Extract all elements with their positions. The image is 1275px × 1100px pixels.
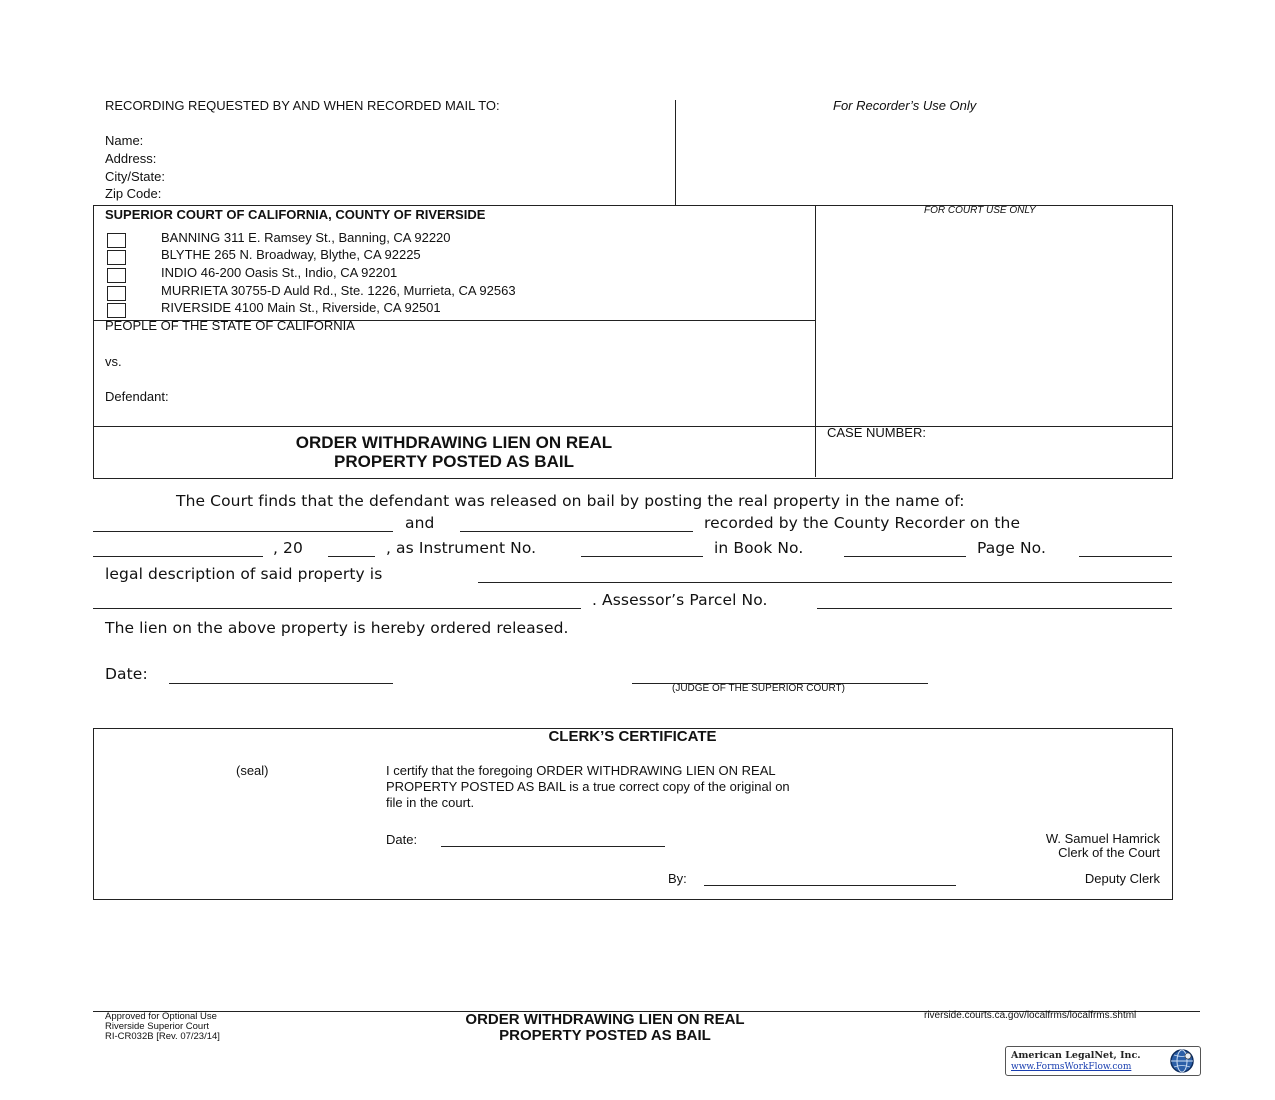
owner-name-2-line[interactable] <box>460 531 693 532</box>
form-id: RI-CR032B [Rev. 07/23/14] <box>105 1031 220 1042</box>
book-no-line[interactable] <box>844 556 966 557</box>
court-header: SUPERIOR COURT OF CALIFORNIA, COUNTY OF RIVERSIDE <box>105 207 486 222</box>
certify-line-3: file in the court. <box>386 795 475 810</box>
footer-title-line2: PROPERTY POSTED AS BAIL <box>499 1027 711 1044</box>
location-blythe: BLYTHE 265 N. Broadway, Blythe, CA 92225 <box>161 247 421 262</box>
certify-line-2: PROPERTY POSTED AS BAIL is a true correct copy of the original on <box>386 779 790 794</box>
murrieta-checkbox[interactable] <box>107 286 126 301</box>
globe-icon <box>1168 1048 1196 1074</box>
instrument-text: , as Instrument No. <box>386 539 537 557</box>
recorded-by-text: recorded by the County Recorder on the <box>704 514 1021 532</box>
certify-line-1: I certify that the foregoing ORDER WITHDRAWING LIEN ON REAL <box>386 763 776 778</box>
address-label: Address: <box>105 151 157 166</box>
parcel-no-line[interactable] <box>817 608 1172 609</box>
name-label: Name: <box>105 133 144 148</box>
court-use-only: FOR COURT USE ONLY <box>924 205 1036 216</box>
recording-header: RECORDING REQUESTED BY AND WHEN RECORDED MAIL TO: <box>105 98 500 113</box>
blythe-checkbox[interactable] <box>107 250 126 265</box>
legal-description-cont-line[interactable] <box>93 608 581 609</box>
approved-text: Approved for Optional Use <box>105 1011 217 1022</box>
order-date-label: Date: <box>105 665 148 683</box>
footer-left <box>105 1012 220 1042</box>
clerk-name: W. Samuel Hamrick <box>1045 831 1160 846</box>
indio-checkbox[interactable] <box>107 268 126 283</box>
court-finds-text: The Court finds that the defendant was released on bail by posting the real property in the name of: <box>176 492 965 510</box>
footer-title-line1: ORDER WITHDRAWING LIEN ON REAL <box>465 1011 745 1028</box>
defendant-label: Defendant: <box>105 389 169 404</box>
location-murrieta: MURRIETA 30755-D Auld Rd., Ste. 1226, Murrieta, CA 92563 <box>161 283 516 298</box>
city-state-label: City/State: <box>105 169 165 184</box>
vs-label: vs. <box>105 354 122 369</box>
footer-url[interactable]: riverside.courts.ca.gov/localfrms/localfrms.shtml <box>924 1010 1137 1021</box>
form-title-line2: PROPERTY POSTED AS BAIL <box>334 452 574 471</box>
title-divider <box>93 426 1172 427</box>
zip-code-label: Zip Code: <box>105 186 162 201</box>
clerk-date-label: Date: <box>386 832 418 847</box>
people-label: PEOPLE OF THE STATE OF CALIFORNIA <box>105 318 355 333</box>
clerk-certificate-title: CLERK’S CERTIFICATE <box>548 728 717 745</box>
logo-url[interactable]: www.FormsWorkFlow.com <box>1011 1062 1132 1072</box>
year-line[interactable] <box>328 556 375 557</box>
location-banning: BANNING 311 E. Ramsey St., Banning, CA 92220 <box>161 230 451 245</box>
and-text: and <box>405 514 435 532</box>
owner-name-1-line[interactable] <box>93 531 393 532</box>
form-title <box>94 433 814 471</box>
deputy-signature-line[interactable] <box>704 885 956 886</box>
clerk-signature-block <box>1046 832 1160 860</box>
judge-caption: (JUDGE OF THE SUPERIOR COURT) <box>672 683 845 694</box>
recorder-use-note: For Recorder’s Use Only <box>833 98 977 113</box>
court-name-text: Riverside Superior Court <box>105 1021 210 1032</box>
legal-description-line[interactable] <box>478 582 1172 583</box>
certify-text <box>386 763 790 811</box>
book-text: in Book No. <box>714 539 804 557</box>
footer-title <box>390 1012 820 1044</box>
deputy-clerk-label: Deputy Clerk <box>1084 871 1160 886</box>
order-date-line[interactable] <box>169 683 393 684</box>
case-number-label: CASE NUMBER: <box>827 425 926 440</box>
legal-description-text: legal description of said property is <box>105 565 383 583</box>
recording-divider <box>675 100 676 206</box>
comma-20-text: , 20 <box>273 539 303 557</box>
assessor-text: . Assessor’s Parcel No. <box>592 591 768 609</box>
american-legalnet-logo[interactable] <box>1005 1046 1201 1076</box>
location-riverside: RIVERSIDE 4100 Main St., Riverside, CA 92501 <box>161 300 441 315</box>
location-indio: INDIO 46-200 Oasis St., Indio, CA 92201 <box>161 265 398 280</box>
form-title-line1: ORDER WITHDRAWING LIEN ON REAL <box>295 433 613 452</box>
page-text: Page No. <box>977 539 1046 557</box>
by-label: By: <box>668 871 687 886</box>
released-text: The lien on the above property is hereby ordered released. <box>105 619 569 637</box>
clerk-title: Clerk of the Court <box>1058 845 1160 860</box>
page-no-line[interactable] <box>1079 556 1172 557</box>
instrument-no-line[interactable] <box>581 556 703 557</box>
clerk-date-line[interactable] <box>441 846 665 847</box>
seal-label: (seal) <box>236 763 269 778</box>
court-use-divider <box>815 205 816 477</box>
banning-checkbox[interactable] <box>107 233 126 248</box>
recorded-date-line[interactable] <box>93 556 263 557</box>
clerk-certificate-box <box>93 728 1173 900</box>
logo-company: American LegalNet, Inc. <box>1011 1050 1141 1061</box>
riverside-checkbox[interactable] <box>107 303 126 318</box>
